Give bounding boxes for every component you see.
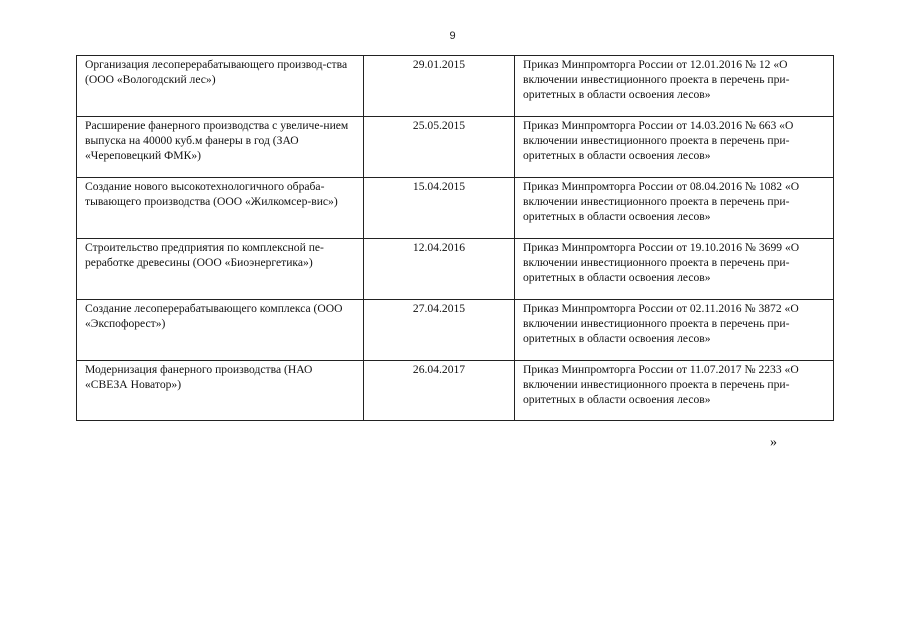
table-row: [77, 117, 834, 178]
order-cell: Приказ Минпромторга России от 14.03.2016 № 663 «О включении инвестиционного проекта в перечень при-оритетных в области освоения лесов»: [515, 117, 834, 178]
project-date-cell: 29.01.2015: [364, 56, 515, 117]
closing-quote: »: [770, 435, 777, 450]
project-date-cell: 12.04.2016: [364, 239, 515, 300]
table-row: [77, 178, 834, 239]
page-number: 9: [449, 30, 456, 42]
project-name-cell: Строительство предприятия по комплексной пе-реработке древесины (ООО «Биоэнергетика»): [77, 239, 364, 300]
order-cell: Приказ Минпромторга России от 08.04.2016 № 1082 «О включении инвестиционного проекта в перечень при-оритетных в области освоения лесов»: [515, 178, 834, 239]
order-cell: Приказ Минпромторга России от 12.01.2016 № 12 «О включении инвестиционного проекта в перечень при-оритетных в области освоения лесов»: [515, 56, 834, 117]
table-row: [77, 239, 834, 300]
project-name-cell: Модернизация фанерного производства (НАО «СВЕЗА Новатор»): [77, 361, 364, 421]
project-name-cell: Расширение фанерного производства с увеличе-нием выпуска на 40000 куб.м фанеры в год (ЗАО «Череповецкий ФМК»): [77, 117, 364, 178]
table-row: [77, 56, 834, 117]
project-date-cell: 25.05.2015: [364, 117, 515, 178]
project-date-cell: 15.04.2015: [364, 178, 515, 239]
order-cell: Приказ Минпромторга России от 11.07.2017 № 2233 «О включении инвестиционного проекта в перечень при-оритетных в области освоения лесов»: [515, 361, 834, 421]
project-name-cell: Создание нового высокотехнологичного обраба-тывающего производства (ООО «Жилкомсер-вис»): [77, 178, 364, 239]
project-name-cell: Организация лесоперерабатывающего производ-ства (ООО «Вологодский лес»): [77, 56, 364, 117]
project-name-cell: Создание лесоперерабатывающего комплекса (ООО «Экспофорест»): [77, 300, 364, 361]
table-row: [77, 361, 834, 421]
projects-table: [76, 55, 834, 421]
table-row: [77, 300, 834, 361]
order-cell: Приказ Минпромторга России от 19.10.2016 № 3699 «О включении инвестиционного проекта в перечень при-оритетных в области освоения лесов»: [515, 239, 834, 300]
order-cell: Приказ Минпромторга России от 02.11.2016 № 3872 «О включении инвестиционного проекта в перечень при-оритетных в области освоения лесов»: [515, 300, 834, 361]
project-date-cell: 27.04.2015: [364, 300, 515, 361]
project-date-cell: 26.04.2017: [364, 361, 515, 421]
